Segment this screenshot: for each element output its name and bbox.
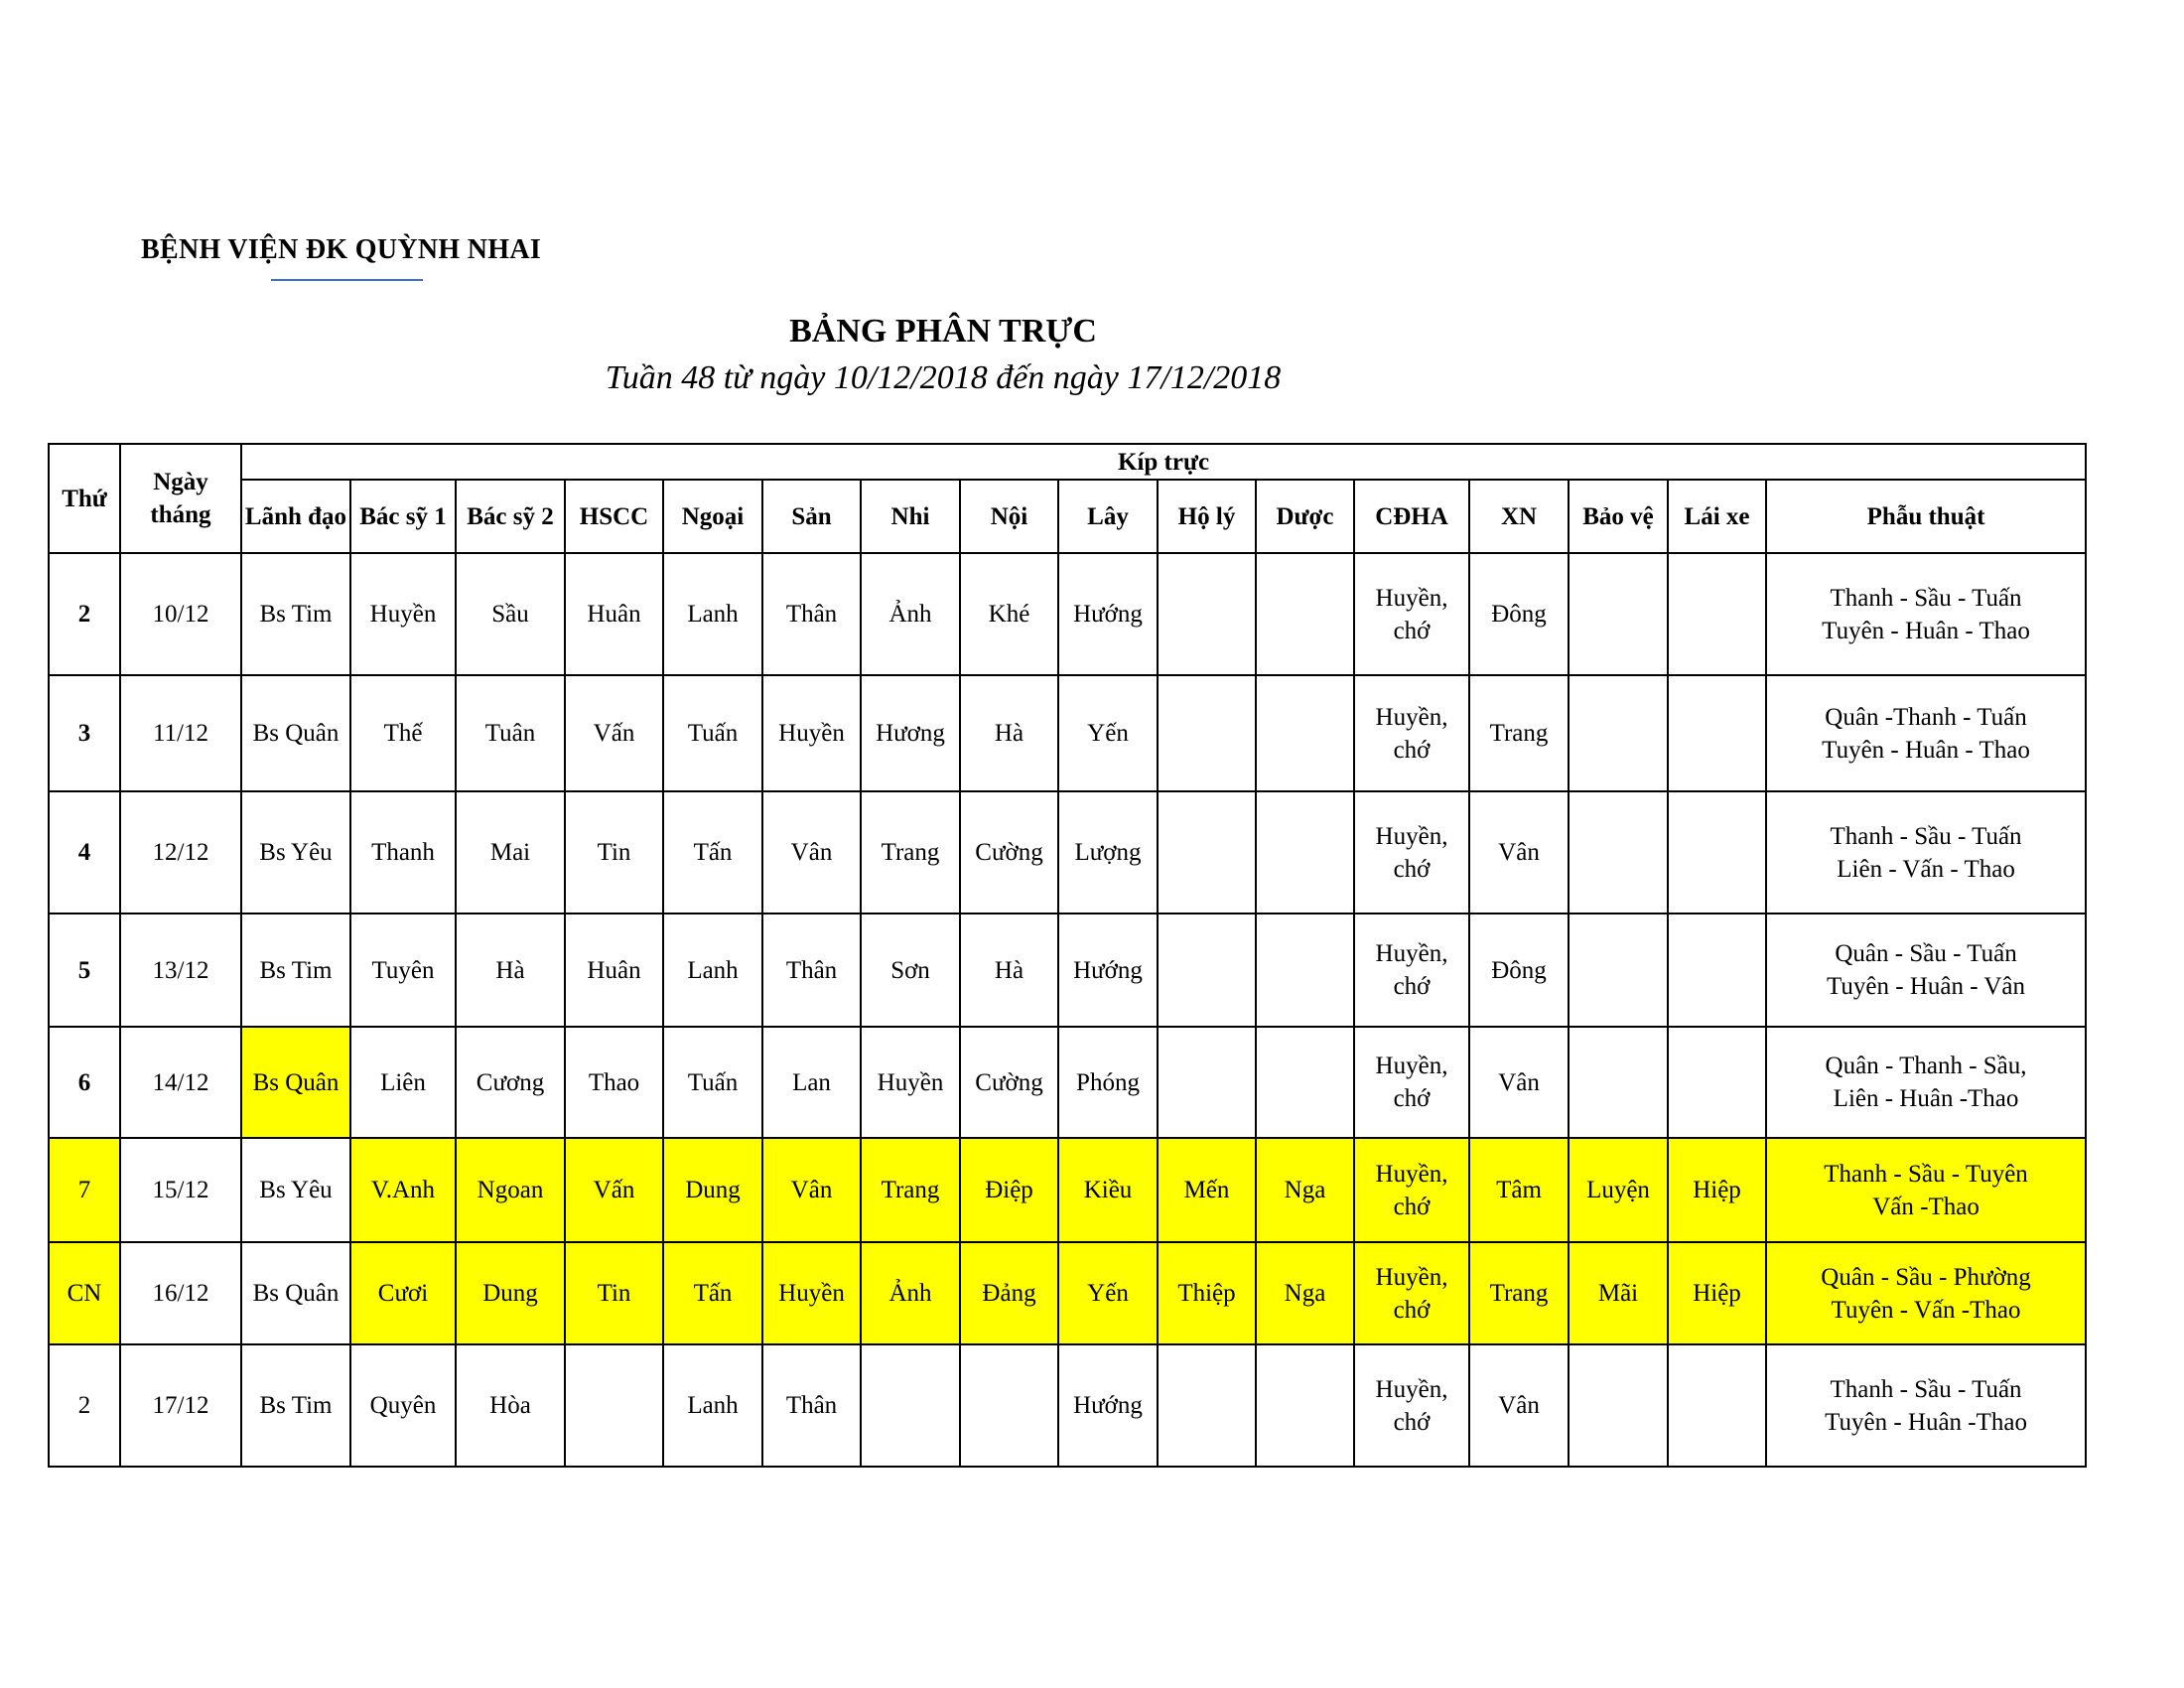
cell-cdha <box>1354 675 1469 791</box>
cell-lay: Kiều <box>1058 1138 1158 1242</box>
cell-bac-sy-1: Cươi <box>350 1242 456 1344</box>
cell-phau-thuat <box>1766 1242 2086 1344</box>
header-nhi: Nhi <box>861 480 960 553</box>
cell-xn: Trang <box>1469 675 1569 791</box>
cell-bac-sy-1: Huyền <box>350 553 456 675</box>
cell-hscc: Tin <box>565 1242 663 1344</box>
cell-ngoai: Tấn <box>663 791 762 914</box>
table-row <box>49 675 2086 791</box>
cell-xn: Vân <box>1469 1027 1569 1138</box>
cell-cdha <box>1354 1344 1469 1467</box>
header-duoc: Dược <box>1256 480 1354 553</box>
header-ho-ly: Hộ lý <box>1158 480 1256 553</box>
cell-bao-ve: Luyện <box>1569 1138 1668 1242</box>
cell-cdha <box>1354 1027 1469 1138</box>
header-lanh-dao: Lãnh đạo <box>241 480 350 553</box>
cell-nhi: Huyền <box>861 1027 960 1138</box>
cell-xn: Đông <box>1469 553 1569 675</box>
cell-ngay: 15/12 <box>120 1138 241 1242</box>
cell-lai-xe <box>1668 553 1766 675</box>
cell-ngoai: Tuấn <box>663 1027 762 1138</box>
header-bac-sy-2: Bác sỹ 2 <box>456 480 565 553</box>
phau-thuat-line-2: Tuyên - Huân - Vân <box>1827 973 2026 1000</box>
cell-ho-ly: Mến <box>1158 1138 1256 1242</box>
cell-thu: 3 <box>49 675 120 791</box>
cell-phau-thuat <box>1766 1027 2086 1138</box>
cell-phau-thuat <box>1766 791 2086 914</box>
cell-lay: Yến <box>1058 1242 1158 1344</box>
cell-ngoai: Dung <box>663 1138 762 1242</box>
cell-ho-ly <box>1158 1027 1256 1138</box>
cell-ngoai: Lanh <box>663 553 762 675</box>
cell-thu: 5 <box>49 914 120 1027</box>
cell-nhi: Trang <box>861 791 960 914</box>
cell-noi <box>960 1344 1058 1467</box>
table-row <box>49 553 2086 675</box>
header-ngay-thang: Ngày tháng <box>120 444 241 553</box>
table-row <box>49 791 2086 914</box>
cell-lai-xe <box>1668 914 1766 1027</box>
cell-phau-thuat <box>1766 914 2086 1027</box>
phau-thuat-line-2: Tuyên - Huân - Thao <box>1822 617 2030 644</box>
cell-bac-sy-2: Hà <box>456 914 565 1027</box>
cell-noi: Điệp <box>960 1138 1058 1242</box>
cell-cdha <box>1354 1242 1469 1344</box>
cell-thu: 2 <box>49 553 120 675</box>
cell-bac-sy-1: Tuyên <box>350 914 456 1027</box>
cell-lai-xe <box>1668 675 1766 791</box>
header-cdha: CĐHA <box>1354 480 1469 553</box>
cell-thu: 2 <box>49 1344 120 1467</box>
cell-san: Vân <box>762 1138 861 1242</box>
cell-hscc: Vấn <box>565 675 663 791</box>
cell-hscc: Thao <box>565 1027 663 1138</box>
cell-nhi: Ảnh <box>861 553 960 675</box>
cell-duoc <box>1256 675 1354 791</box>
cdha-line-1: Huyền, <box>1375 940 1448 967</box>
cell-cdha <box>1354 553 1469 675</box>
cdha-line-2: chớ <box>1393 973 1431 1000</box>
phau-thuat-line-2: Tuyên - Huân - Thao <box>1822 736 2030 764</box>
cell-duoc <box>1256 791 1354 914</box>
header-thu: Thứ <box>49 444 120 553</box>
cell-bac-sy-2: Cương <box>456 1027 565 1138</box>
phau-thuat-line-1: Thanh - Sầu - Tuyên <box>1824 1160 2028 1188</box>
cell-bac-sy-2: Tuân <box>456 675 565 791</box>
phau-thuat-line-1: Quân - Sầu - Tuấn <box>1835 940 2017 967</box>
cell-hscc <box>565 1344 663 1467</box>
cell-bao-ve <box>1569 553 1668 675</box>
cell-xn: Trang <box>1469 1242 1569 1344</box>
cell-bac-sy-2: Hòa <box>456 1344 565 1467</box>
cell-lanh-dao: Bs Tim <box>241 1344 350 1467</box>
cell-ngay: 17/12 <box>120 1344 241 1467</box>
cell-nhi: Trang <box>861 1138 960 1242</box>
cell-lanh-dao: Bs Tim <box>241 553 350 675</box>
cell-bao-ve <box>1569 675 1668 791</box>
cell-lanh-dao: Bs Tim <box>241 914 350 1027</box>
cell-thu: 4 <box>49 791 120 914</box>
table-row <box>49 1027 2086 1138</box>
cell-duoc <box>1256 1344 1354 1467</box>
table-row <box>49 1344 2086 1467</box>
header-bac-sy-1: Bác sỹ 1 <box>350 480 456 553</box>
phau-thuat-line-2: Tuyên - Huân -Thao <box>1825 1408 2027 1436</box>
hospital-name: BỆNH VIỆN ĐK QUỲNH NHAI <box>141 234 542 265</box>
cell-bac-sy-2: Sầu <box>456 553 565 675</box>
header-row-group <box>49 444 2086 480</box>
page-subtitle: Tuần 48 từ ngày 10/12/2018 đến ngày 17/12/2018 <box>605 359 1282 396</box>
header-kip-truc: Kíp trực <box>241 444 2086 480</box>
header-noi: Nội <box>960 480 1058 553</box>
cell-ngay: 16/12 <box>120 1242 241 1344</box>
phau-thuat-line-2: Tuyên - Vấn -Thao <box>1831 1296 2021 1324</box>
cell-san: Huyền <box>762 1242 861 1344</box>
cdha-line-1: Huyền, <box>1375 1160 1448 1188</box>
cell-bao-ve <box>1569 791 1668 914</box>
table-row <box>49 1138 2086 1242</box>
cdha-line-1: Huyền, <box>1375 584 1448 612</box>
cell-ngoai: Lanh <box>663 1344 762 1467</box>
cell-duoc <box>1256 914 1354 1027</box>
cell-ngoai: Tấn <box>663 1242 762 1344</box>
phau-thuat-line-1: Quân -Thanh - Tuấn <box>1825 703 2027 731</box>
cell-phau-thuat <box>1766 553 2086 675</box>
cell-xn: Vân <box>1469 791 1569 914</box>
header-ngoai: Ngoại <box>663 480 762 553</box>
cdha-line-2: chớ <box>1393 1296 1431 1324</box>
header-hscc: HSCC <box>565 480 663 553</box>
cell-nhi: Sơn <box>861 914 960 1027</box>
cell-ho-ly <box>1158 1344 1256 1467</box>
cell-bac-sy-1: Liên <box>350 1027 456 1138</box>
cdha-line-2: chớ <box>1393 736 1431 764</box>
cdha-line-1: Huyền, <box>1375 1263 1448 1291</box>
cell-san: Thân <box>762 1344 861 1467</box>
cell-cdha <box>1354 914 1469 1027</box>
cell-bac-sy-1: Quyên <box>350 1344 456 1467</box>
cell-thu: 7 <box>49 1138 120 1242</box>
cell-lay: Yến <box>1058 675 1158 791</box>
cdha-line-1: Huyền, <box>1375 703 1448 731</box>
cdha-line-1: Huyền, <box>1375 1375 1448 1403</box>
cell-hscc: Vấn <box>565 1138 663 1242</box>
cell-bac-sy-2: Dung <box>456 1242 565 1344</box>
phau-thuat-line-1: Thanh - Sầu - Tuấn <box>1830 1375 2022 1403</box>
phau-thuat-line-1: Thanh - Sầu - Tuấn <box>1830 584 2022 612</box>
cdha-line-1: Huyền, <box>1375 1053 1448 1079</box>
cell-duoc <box>1256 553 1354 675</box>
cell-phau-thuat <box>1766 675 2086 791</box>
cell-lanh-dao: Bs Quân <box>241 675 350 791</box>
phau-thuat-line-2: Liên - Vấn - Thao <box>1837 855 2015 883</box>
phau-thuat-line-2: Liên - Huân -Thao <box>1833 1085 2019 1112</box>
phau-thuat-line-1: Quân - Thanh - Sầu, <box>1825 1053 2027 1079</box>
cell-lay: Hướng <box>1058 553 1158 675</box>
cell-lai-xe <box>1668 1344 1766 1467</box>
cell-noi: Cường <box>960 1027 1058 1138</box>
cell-nhi <box>861 1344 960 1467</box>
cdha-line-2: chớ <box>1393 1193 1431 1220</box>
cell-bac-sy-2: Ngoan <box>456 1138 565 1242</box>
cell-lanh-dao: Bs Quân <box>241 1027 350 1138</box>
cdha-line-2: chớ <box>1393 617 1431 644</box>
cell-lanh-dao: Bs Quân <box>241 1242 350 1344</box>
cell-nhi: Hương <box>861 675 960 791</box>
cell-ngay: 10/12 <box>120 553 241 675</box>
cell-ho-ly: Thiệp <box>1158 1242 1256 1344</box>
cell-cdha <box>1354 791 1469 914</box>
page-title: BẢNG PHÂN TRỰC <box>789 313 1097 350</box>
cell-ho-ly <box>1158 553 1256 675</box>
hospital-underline <box>271 279 423 281</box>
cell-bao-ve <box>1569 1027 1668 1138</box>
cell-bac-sy-1: Thanh <box>350 791 456 914</box>
cell-san: Thân <box>762 553 861 675</box>
cell-thu: CN <box>49 1242 120 1344</box>
cell-lanh-dao: Bs Yêu <box>241 791 350 914</box>
cell-ho-ly <box>1158 791 1256 914</box>
cell-ho-ly <box>1158 675 1256 791</box>
table-row <box>49 1242 2086 1344</box>
header-san: Sản <box>762 480 861 553</box>
phau-thuat-line-2: Vấn -Thao <box>1872 1193 1979 1220</box>
phau-thuat-line-1: Thanh - Sầu - Tuấn <box>1830 822 2022 850</box>
header-xn: XN <box>1469 480 1569 553</box>
cdha-line-2: chớ <box>1393 1085 1431 1112</box>
cell-ho-ly <box>1158 914 1256 1027</box>
table-row <box>49 914 2086 1027</box>
cell-ngoai: Lanh <box>663 914 762 1027</box>
cell-cdha <box>1354 1138 1469 1242</box>
phau-thuat-line-1: Quân - Sầu - Phường <box>1821 1263 2031 1291</box>
cell-phau-thuat <box>1766 1138 2086 1242</box>
cell-ngay: 12/12 <box>120 791 241 914</box>
cell-noi: Cường <box>960 791 1058 914</box>
cell-lay: Hướng <box>1058 914 1158 1027</box>
cell-bac-sy-1: Thế <box>350 675 456 791</box>
cell-san: Thân <box>762 914 861 1027</box>
cdha-line-2: chớ <box>1393 855 1431 883</box>
header-lai-xe: Lái xe <box>1668 480 1766 553</box>
cell-bac-sy-2: Mai <box>456 791 565 914</box>
cell-bao-ve <box>1569 1344 1668 1467</box>
cell-san: Vân <box>762 791 861 914</box>
header-lay: Lây <box>1058 480 1158 553</box>
cell-san: Lan <box>762 1027 861 1138</box>
cell-ngoai: Tuấn <box>663 675 762 791</box>
cell-duoc <box>1256 1027 1354 1138</box>
header-bao-ve: Bảo vệ <box>1569 480 1668 553</box>
cell-xn: Vân <box>1469 1344 1569 1467</box>
cell-lai-xe <box>1668 791 1766 914</box>
cell-bac-sy-1: V.Anh <box>350 1138 456 1242</box>
cdha-line-1: Huyền, <box>1375 822 1448 850</box>
cell-noi: Hà <box>960 675 1058 791</box>
cell-phau-thuat <box>1766 1344 2086 1467</box>
cell-bao-ve <box>1569 914 1668 1027</box>
duty-schedule-table <box>48 443 2087 1468</box>
cell-xn: Đông <box>1469 914 1569 1027</box>
cell-duoc: Nga <box>1256 1138 1354 1242</box>
cell-lay: Lượng <box>1058 791 1158 914</box>
cell-nhi: Ảnh <box>861 1242 960 1344</box>
cell-lay: Phóng <box>1058 1027 1158 1138</box>
cell-thu: 6 <box>49 1027 120 1138</box>
cell-hscc: Huân <box>565 553 663 675</box>
cdha-line-2: chớ <box>1393 1408 1431 1436</box>
cell-noi: Đảng <box>960 1242 1058 1344</box>
cell-hscc: Tin <box>565 791 663 914</box>
header-row-columns <box>49 480 2086 553</box>
cell-lanh-dao: Bs Yêu <box>241 1138 350 1242</box>
header-phau-thuat: Phẫu thuật <box>1766 480 2086 553</box>
cell-duoc: Nga <box>1256 1242 1354 1344</box>
cell-lai-xe: Hiệp <box>1668 1242 1766 1344</box>
cell-san: Huyền <box>762 675 861 791</box>
cell-noi: Khé <box>960 553 1058 675</box>
cell-ngay: 14/12 <box>120 1027 241 1138</box>
cell-noi: Hà <box>960 914 1058 1027</box>
cell-bao-ve: Mãi <box>1569 1242 1668 1344</box>
cell-hscc: Huân <box>565 914 663 1027</box>
cell-ngay: 11/12 <box>120 675 241 791</box>
cell-lai-xe <box>1668 1027 1766 1138</box>
cell-ngay: 13/12 <box>120 914 241 1027</box>
cell-lay: Hướng <box>1058 1344 1158 1467</box>
cell-xn: Tâm <box>1469 1138 1569 1242</box>
cell-lai-xe: Hiệp <box>1668 1138 1766 1242</box>
